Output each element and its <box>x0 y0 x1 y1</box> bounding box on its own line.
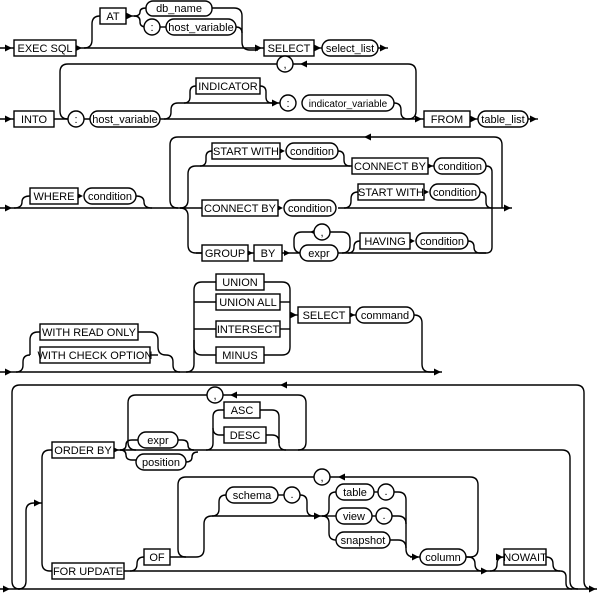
punct-dot-3: . <box>382 510 386 522</box>
punct-comma-1: , <box>283 59 287 71</box>
placeholder-position: position <box>142 457 180 469</box>
punct-colon-2: : <box>74 114 78 126</box>
keyword-select-2: SELECT <box>302 310 346 322</box>
placeholder-condition-sw1: condition <box>289 146 335 158</box>
keyword-into: INTO <box>20 114 48 126</box>
punct-colon-3: : <box>286 98 290 110</box>
punct-dot-2: . <box>384 486 388 498</box>
keyword-by: BY <box>260 248 276 260</box>
placeholder-command: command <box>360 310 410 322</box>
punct-colon-1: : <box>150 22 154 34</box>
keyword-order-by: ORDER BY <box>54 445 112 457</box>
keyword-desc: DESC <box>229 430 261 442</box>
placeholder-column: column <box>425 552 461 564</box>
placeholder-host-variable-2: host_variable <box>92 114 158 126</box>
placeholder-view: view <box>342 511 366 523</box>
keyword-group: GROUP <box>204 248 246 260</box>
keyword-for-update: FOR UPDATE <box>52 566 124 578</box>
arrowheads <box>3 13 596 593</box>
placeholder-condition-cb2: condition <box>287 203 333 215</box>
placeholder-table: table <box>343 487 367 499</box>
placeholder-host-variable-1: host_variable <box>168 22 234 34</box>
keyword-at: AT <box>106 11 120 23</box>
placeholder-table-list: table_list <box>481 114 525 126</box>
punct-comma-4: , <box>320 472 324 484</box>
keyword-of: OF <box>149 552 165 564</box>
keyword-nowait: NOWAIT <box>503 552 547 564</box>
placeholder-select-list: select_list <box>325 43 375 55</box>
keyword-having: HAVING <box>364 236 406 248</box>
placeholder-condition-cb1: condition <box>437 161 483 173</box>
placeholder-ovals <box>84 1 528 565</box>
punct-dot-1: . <box>290 489 294 501</box>
placeholder-schema: schema <box>232 490 272 502</box>
placeholder-condition-where: condition <box>87 191 133 203</box>
keyword-boxes <box>14 8 547 579</box>
keyword-select: SELECT <box>267 43 311 55</box>
keyword-where: WHERE <box>33 191 75 203</box>
placeholder-condition-sw2: condition <box>432 187 478 199</box>
keyword-asc: ASC <box>230 405 254 417</box>
keyword-minus: MINUS <box>222 350 258 362</box>
punct-comma-3: , <box>213 390 217 402</box>
placeholder-snapshot: snapshot <box>340 535 386 547</box>
keyword-union: UNION <box>222 277 258 289</box>
placeholder-db-name: db_name <box>156 3 202 15</box>
keyword-start-with-1: START WITH <box>213 146 279 158</box>
keyword-connect-by-2: CONNECT BY <box>204 203 276 215</box>
keyword-with-read-only: WITH READ ONLY <box>42 327 136 339</box>
placeholder-expr-1: expr <box>308 248 330 260</box>
keyword-intersect: INTERSECT <box>216 324 280 336</box>
keyword-union-all: UNION ALL <box>219 297 277 309</box>
keyword-indicator: INDICATOR <box>198 81 258 93</box>
keyword-connect-by-1: CONNECT BY <box>354 161 426 173</box>
keyword-from: FROM <box>430 114 464 126</box>
keyword-exec-sql: EXEC SQL <box>17 43 73 55</box>
placeholder-expr-2: expr <box>147 435 169 447</box>
punct-comma-2: , <box>320 227 324 239</box>
keyword-start-with-2: START WITH <box>358 187 424 199</box>
placeholder-condition-having: condition <box>419 236 465 248</box>
keyword-with-check-option: WITH CHECK OPTION <box>37 350 153 362</box>
connector-lines <box>0 8 597 589</box>
placeholder-indicator-variable: indicator_variable <box>308 99 388 110</box>
